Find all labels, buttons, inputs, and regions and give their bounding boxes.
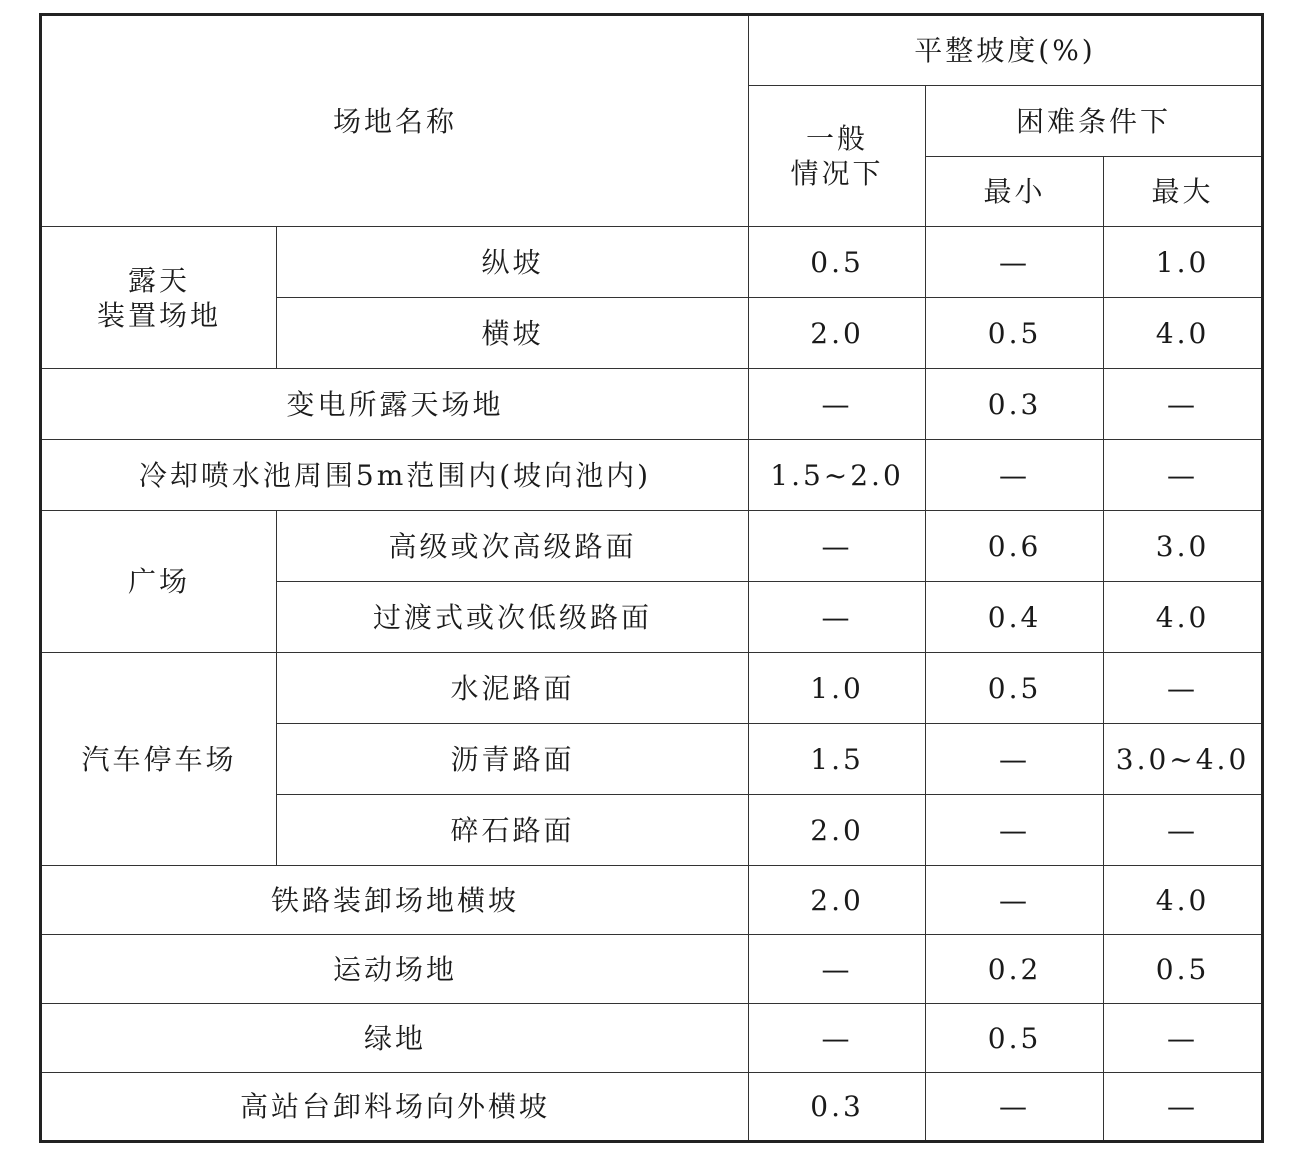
max-value: 1.0	[1104, 227, 1263, 298]
row-label: 沥青路面	[277, 724, 749, 795]
parking-group-label: 汽车停车场	[41, 653, 277, 866]
max-value: 4.0	[1104, 582, 1263, 653]
general-value: 2.0	[749, 866, 926, 935]
min-value: —	[926, 227, 1104, 298]
row-label: 运动场地	[41, 935, 749, 1004]
difficult-condition-header: 困难条件下	[926, 86, 1263, 157]
row-label: 铁路装卸场地横坡	[41, 866, 749, 935]
outdoor-group-label	[41, 227, 277, 369]
row-label: 高级或次高级路面	[277, 511, 749, 582]
min-value: 0.6	[926, 511, 1104, 582]
general-value: 0.5	[749, 227, 926, 298]
row-label: 绿地	[41, 1004, 749, 1073]
row-label: 过渡式或次低级路面	[277, 582, 749, 653]
table-row	[41, 1004, 1263, 1073]
general-value: —	[749, 511, 926, 582]
table-row	[41, 866, 1263, 935]
min-value: 0.2	[926, 935, 1104, 1004]
max-value: —	[1104, 369, 1263, 440]
general-value: 1.5~2.0	[749, 440, 926, 511]
table-row	[41, 369, 1263, 440]
flatness-slope-header: 平整坡度(%)	[749, 15, 1263, 86]
min-value: —	[926, 1073, 1104, 1142]
max-value: 3.0	[1104, 511, 1263, 582]
general-value: 2.0	[749, 795, 926, 866]
table-row	[41, 653, 1263, 724]
square-group-label: 广场	[41, 511, 277, 653]
min-value: 0.5	[926, 298, 1104, 369]
general-value: —	[749, 1004, 926, 1073]
row-label: 水泥路面	[277, 653, 749, 724]
row-label: 变电所露天场地	[41, 369, 749, 440]
min-value: 0.4	[926, 582, 1104, 653]
general-value: —	[749, 582, 926, 653]
min-value: 0.5	[926, 1004, 1104, 1073]
general-value: 0.3	[749, 1073, 926, 1142]
table-row	[41, 1073, 1263, 1142]
header-row-1	[41, 15, 1263, 86]
general-value: 1.5	[749, 724, 926, 795]
max-header: 最大	[1104, 157, 1263, 227]
min-header: 最小	[926, 157, 1104, 227]
max-value: —	[1104, 1004, 1263, 1073]
row-label: 碎石路面	[277, 795, 749, 866]
general-value: 2.0	[749, 298, 926, 369]
row-label: 纵坡	[277, 227, 749, 298]
general-condition-line2: 情况下	[790, 157, 884, 190]
site-name-header: 场地名称	[41, 15, 749, 227]
row-label: 冷却喷水池周围5m范围内(坡向池内)	[41, 440, 749, 511]
max-value: 0.5	[1104, 935, 1263, 1004]
general-value: 1.0	[749, 653, 926, 724]
max-value: 3.0~4.0	[1104, 724, 1263, 795]
table-row	[41, 511, 1263, 582]
general-condition-header	[749, 86, 926, 227]
min-value: —	[926, 724, 1104, 795]
max-value: 4.0	[1104, 866, 1263, 935]
outdoor-group-label-line1: 露天	[127, 263, 190, 297]
table-row	[41, 440, 1263, 511]
row-label: 横坡	[277, 298, 749, 369]
min-value: —	[926, 440, 1104, 511]
max-value: —	[1104, 653, 1263, 724]
max-value: —	[1104, 1073, 1263, 1142]
max-value: —	[1104, 795, 1263, 866]
min-value: 0.5	[926, 653, 1104, 724]
row-label: 高站台卸料场向外横坡	[41, 1073, 749, 1142]
outdoor-group-label-line2: 装置场地	[96, 298, 221, 332]
table-row	[41, 227, 1263, 298]
max-value: 4.0	[1104, 298, 1263, 369]
min-value: 0.3	[926, 369, 1104, 440]
min-value: —	[926, 866, 1104, 935]
general-value: —	[749, 369, 926, 440]
table-row	[41, 935, 1263, 1004]
min-value: —	[926, 795, 1104, 866]
max-value: —	[1104, 440, 1263, 511]
general-condition-line1: 一般	[806, 122, 869, 155]
slope-table	[39, 13, 1264, 1143]
general-value: —	[749, 935, 926, 1004]
